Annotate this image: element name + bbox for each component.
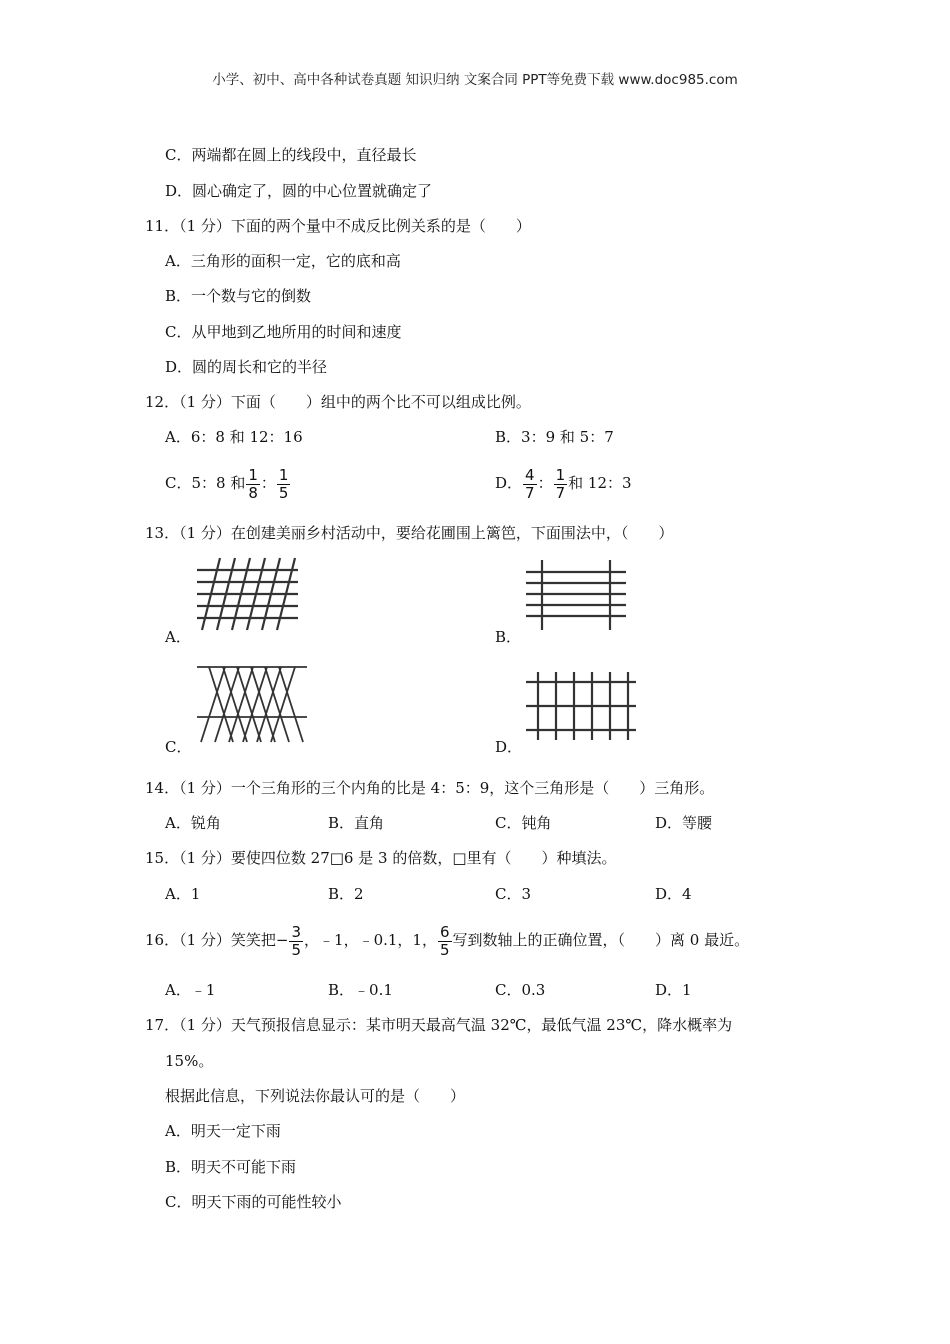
q15-stem: 15．（1 分）要使四位数 27□6 是 3 的倍数，□里有（ ）种填法。 (145, 849, 617, 867)
fraction-numerator: 6 (439, 922, 450, 941)
q17-option-b: B．明天不可能下雨 (165, 1158, 297, 1176)
q13-option-d-label: D． (495, 738, 523, 756)
fraction-denominator: 7 (525, 483, 535, 502)
q15-option-d: D．4 (655, 885, 692, 903)
fraction (438, 924, 452, 959)
q13-option-a-label: A． (165, 628, 191, 646)
q16-option-a: A．﹣1 (165, 981, 216, 999)
q16-stem-prefix: 16．（1 分）笑笑把 (145, 931, 276, 949)
q14-option-a: A．锐角 (165, 814, 221, 832)
q16-option-b: B．﹣0.1 (328, 981, 393, 999)
q14-option-c: C．钝角 (495, 814, 552, 832)
ratio-colon: ： (260, 474, 276, 492)
q16-stem-suffix: 写到数轴上的正确位置，（ ）离 0 最近。 (452, 931, 750, 949)
q12-option-c-prefix: C．5：8 和 (165, 474, 246, 492)
q17-option-c: C．明天下雨的可能性较小 (165, 1193, 342, 1211)
q13-stem: 13．（1 分）在创建美丽乡村活动中，要给花圃围上篱笆，下面围法中，（ ） (145, 524, 674, 542)
fraction-numerator: 1 (278, 465, 289, 484)
negative-sign: − (275, 931, 289, 949)
q13-option-b-label: B． (495, 628, 522, 646)
q17-option-a: A．明天一定下雨 (165, 1122, 281, 1140)
q15-option-b: B．2 (328, 885, 364, 903)
q15-option-c: C．3 (495, 885, 532, 903)
fraction-denominator: 5 (439, 940, 450, 959)
q12-option-d (495, 463, 632, 503)
q15-option-a: A．1 (165, 885, 201, 903)
q13-option-c-label: C． (165, 738, 192, 756)
q16-option-d: D．1 (655, 981, 692, 999)
q16-stem-middle: ，﹣1，﹣0.1，1， (304, 931, 437, 949)
fraction-numerator: 4 (525, 465, 535, 484)
q14-stem: 14．（1 分）一个三角形的三个内角的比是 4：5：9，这个三角形是（ ）三角形。 (145, 779, 715, 797)
q11-option-b: B．一个数与它的倒数 (165, 287, 312, 305)
q14-option-d: D．等腰 (655, 814, 713, 832)
fraction-denominator: 8 (248, 483, 258, 502)
fraction-numerator: 1 (248, 465, 258, 484)
fraction (277, 467, 291, 502)
page-header: 小学、初中、高中各种试卷真题 知识归纳 文案合同 PPT等免费下载 www.doc985.com (212, 72, 738, 88)
fraction-denominator: 5 (291, 940, 302, 959)
q11-stem: 11．（1 分）下面的两个量中不成反比例关系的是（ ） (145, 217, 531, 235)
fraction (246, 467, 260, 502)
fraction-numerator: 3 (291, 922, 302, 941)
fence-figure-d (522, 670, 640, 744)
q11-option-c: C．从甲地到乙地所用的时间和速度 (165, 323, 402, 341)
fence-figure-b (522, 558, 630, 632)
ratio-colon: ： (537, 474, 553, 492)
fence-figure-c (195, 662, 310, 744)
q12-option-d-suffix: 和 12：3 (568, 474, 632, 492)
q17-stem-line1: 17．（1 分）天气预报信息显示：某市明天最高气温 32℃，最低气温 23℃，降水概率为 (145, 1016, 733, 1034)
q12-option-a: A．6：8 和 12：16 (165, 428, 303, 446)
q17-stem-line3: 根据此信息，下列说法你最认可的是（ ） (165, 1087, 466, 1105)
q12-option-b: B．3：9 和 5：7 (495, 428, 614, 446)
fraction-denominator: 5 (278, 483, 289, 502)
fraction (523, 467, 537, 502)
q10-option-d: D．圆心确定了，圆的中心位置就确定了 (165, 182, 433, 200)
q17-stem-line2: 15%。 (165, 1052, 214, 1070)
fraction-numerator: 1 (555, 465, 566, 484)
fraction-denominator: 7 (555, 483, 566, 502)
fraction (554, 467, 568, 502)
fence-figure-a (195, 556, 305, 632)
q16-option-c: C．0.3 (495, 981, 546, 999)
q10-option-c: C．两端都在圆上的线段中，直径最长 (165, 146, 417, 164)
q12-stem: 12．（1 分）下面（ ）组中的两个比不可以组成比例。 (145, 393, 531, 411)
q14-option-b: B．直角 (328, 814, 385, 832)
q12-option-d-prefix: D． (495, 474, 523, 492)
q11-option-d: D．圆的周长和它的半径 (165, 358, 328, 376)
fraction (289, 924, 303, 959)
q16-stem (145, 920, 749, 960)
q12-option-c (165, 463, 291, 503)
q11-option-a: A．三角形的面积一定，它的底和高 (165, 252, 401, 270)
